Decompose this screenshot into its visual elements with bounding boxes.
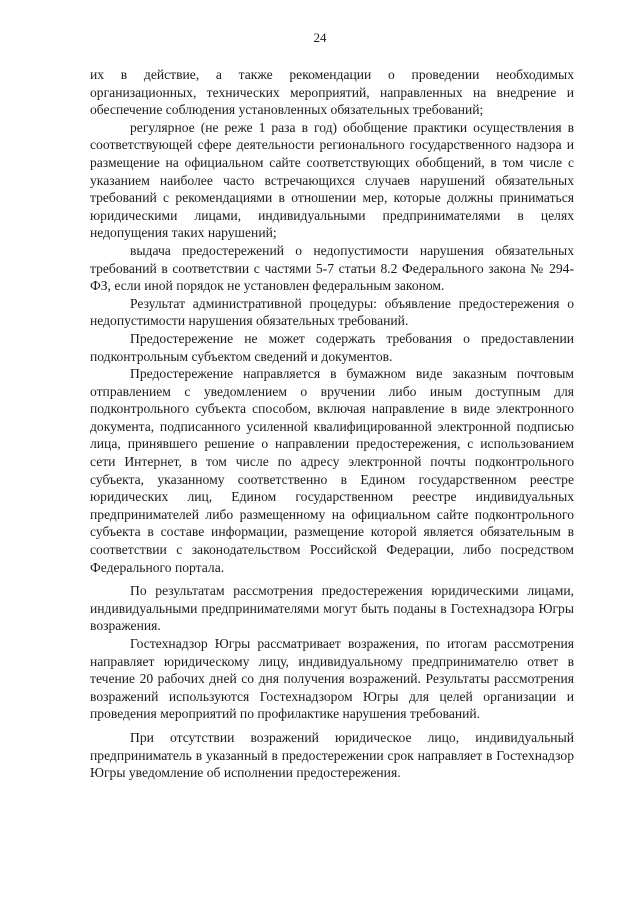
paragraph-issuing-warnings: выдача предостережений о недопустимости нарушения обязательных требований в соответствии с частями 5-7 статьи 8.2 Федерального закона № 294-ФЗ, если иной порядок не установлен федеральным законом.: [90, 242, 574, 294]
paragraph-generalization-practice: регулярное (не реже 1 раза в год) обобщение практики осуществления в соответствующей сфере деятельности регионального государственного надзора и размещение на официальном сайте соответствующих обобщений, в том числе с указанием наиболее часто встречающихся случаев нарушений обязательных требований с рекомендациями в отношении мер, которые должны приниматься юридическими лицами, индивидуальными предпринимателями в целях недопущения таких нарушений;: [90, 119, 574, 241]
paragraph-continuation: их в действие, а также рекомендации о проведении необходимых организационных, технических мероприятий, направленных на внедрение и обеспечение соблюдения установленных обязательных требований;: [90, 67, 574, 118]
paragraph-warning-content: Предостережение не может содержать требования о предоставлении подконтрольным субъектом сведений и документов.: [90, 330, 574, 364]
paragraph-no-objections: При отсутствии возражений юридическое лицо, индивидуальный предприниматель в указанный в предостережении срок направляет в Гостехнадзор Югры уведомление об исполнении предостережения.: [90, 729, 574, 781]
document-body: [90, 66, 574, 782]
page-number: 24: [313, 30, 327, 45]
paragraph-warning-delivery: Предостережение направляется в бумажном виде заказным почтовым отправлением с уведомлением о вручении либо иным доступным для подконтрольного субъекта способом, включая направление в виде электронного документа, подписанного усиленной квалифицированной электронной подписью лица, принявшего решение о направлении предостережения, с использованием сети Интернет, в том числе по адресу электронной почты подконтрольного субъекта, указанному соответственно в Едином государственном реестре юридических лиц, Едином государственном реестре индивидуальных предпринимателей либо размещенному на официальном сайте подконтрольного субъекта в составе информации, размещение которой является обязательным в соответствии с законодательством Российской Федерации, либо посредством Федерального портала.: [90, 366, 574, 575]
paragraph-objections: По результатам рассмотрения предостережения юридическими лицами, индивидуальными предпринимателями могут быть поданы в Гостехнадзора Югры возражения.: [90, 583, 574, 634]
paragraph-objection-review: Гостехнадзор Югры рассматривает возражения, по итогам рассмотрения направляет юридическому лицу, индивидуальному предпринимателю ответ в течение 20 рабочих дней со дня получения возражений. Результаты рассмотрения возражений используются Гостехнадзором Югры для целей организации и проведения мероприятий по профилактике нарушения требований.: [90, 636, 574, 722]
paragraph-procedure-result: Результат административной процедуры: объявление предостережения о недопустимости нарушения обязательных требований.: [90, 295, 574, 329]
